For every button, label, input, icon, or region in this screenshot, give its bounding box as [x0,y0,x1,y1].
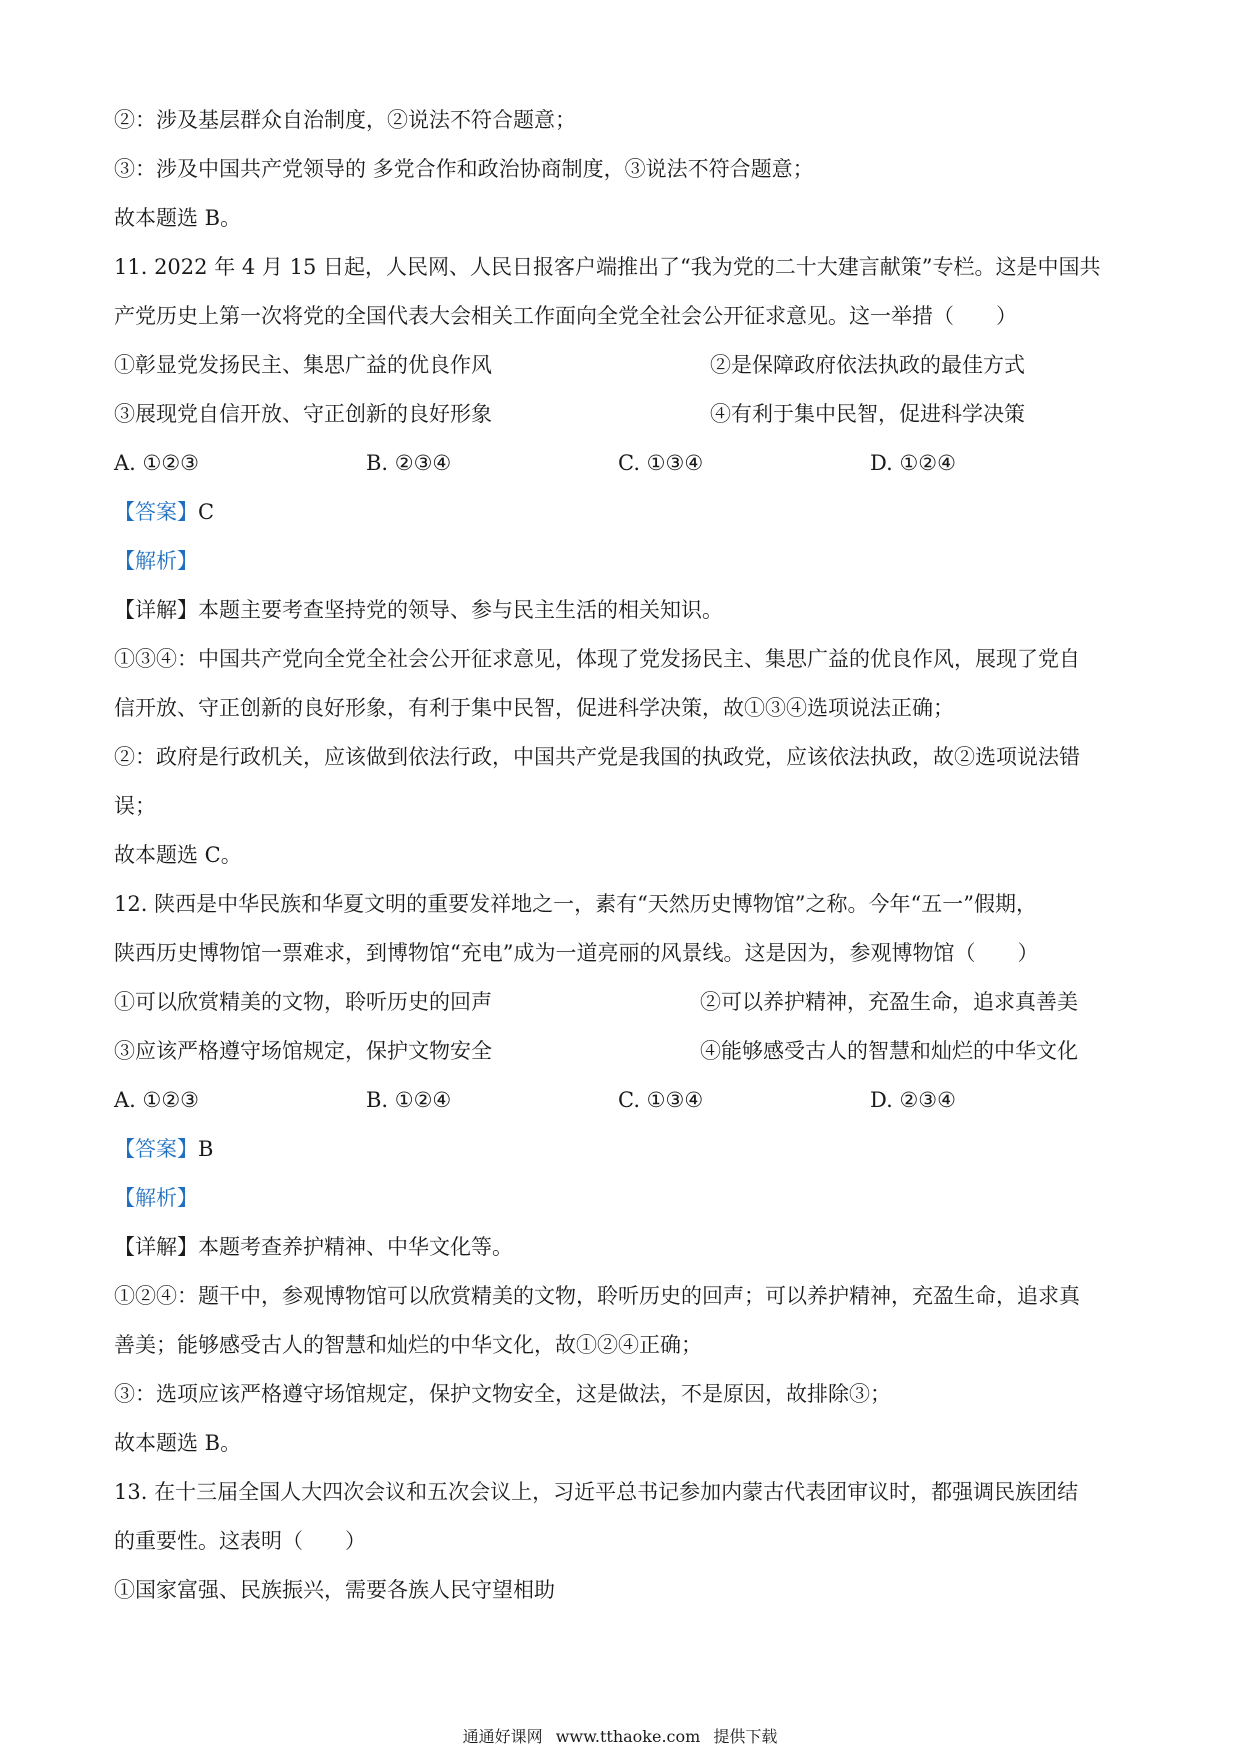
statement: ④有利于集中民智，促进科学决策 [710,402,1025,426]
option-c: C. ①③④ [618,1088,704,1112]
statement: ③展现党自信开放、守正创新的良好形象 [114,402,492,426]
option-b: B. ①②④ [366,1088,452,1112]
footer-site-name: 通通好课网 [462,1727,543,1746]
answer-tag: 【答案】 [114,1137,198,1161]
answer-line [114,499,214,525]
explanation-line: 故本题选 B。 [114,1431,242,1455]
statement: ④能够感受古人的智慧和灿烂的中华文化 [700,1039,1078,1063]
explanation-line: ①②④：题干中，参观博物馆可以欣赏精美的文物，聆听历史的回声；可以养护精神，充盈生命，追求真 [114,1284,1080,1308]
question-12-statements [114,989,1114,1015]
answer-value: B [198,1137,214,1161]
page-footer [0,1727,1240,1747]
option-d: D. ②③④ [870,1088,956,1112]
analysis-tag: 【解析】 [114,1186,198,1210]
detail-line [114,1234,513,1260]
question-11-statements [114,401,1114,427]
option-b: B. ②③④ [366,451,452,475]
footer-note: 提供下载 [713,1727,778,1746]
answer-line [114,1136,213,1162]
detail-tag: 【详解】 [114,1235,198,1259]
question-12-stem: 12. 陕西是中华民族和华夏文明的重要发祥地之一，素有“天然历史博物馆”之称。今年“五一”假期， [114,892,1038,916]
detail-text: 本题考查养护精神、中华文化等。 [198,1235,513,1259]
question-12-statements [114,1038,1114,1064]
explanation-line: 善美；能够感受古人的智慧和灿烂的中华文化，故①②④正确； [114,1333,702,1357]
option-c: C. ①③④ [618,451,704,475]
question-13-stem: 的重要性。这表明（ ） [114,1529,366,1553]
option-d: D. ①②④ [870,451,956,475]
explanation-line: 故本题选 C。 [114,843,242,867]
question-12-stem: 陕西历史博物馆一票难求，到博物馆“充电”成为一道亮丽的风景线。这是因为，参观博物馆（ ） [114,941,1039,965]
question-13-stem: 13. 在十三届全国人大四次会议和五次会议上，习近平总书记参加内蒙古代表团审议时，都强调民族团结 [114,1480,1079,1504]
option-a: A. ①②③ [114,1088,199,1112]
explanation-line: ③：选项应该严格遵守场馆规定，保护文物安全，这是做法，不是原因，故排除③； [114,1382,891,1406]
text-line: 故本题选 B。 [114,206,242,230]
statement: ①国家富强、民族振兴，需要各族人民守望相助 [114,1578,555,1602]
question-11-stem: 产党历史上第一次将党的全国代表大会相关工作面向全党全社会公开征求意见。这一举措（ ） [114,304,1017,328]
statement: ①可以欣赏精美的文物，聆听历史的回声 [114,990,492,1014]
detail-tag: 【详解】 [114,598,198,622]
explanation-line: 信开放、守正创新的良好形象，有利于集中民智，促进科学决策，故①③④选项说法正确； [114,696,954,720]
footer-url-link[interactable]: www.tthaoke.com [555,1727,701,1746]
answer-value: C [198,500,215,524]
statement: ②可以养护精神，充盈生命，追求真善美 [700,990,1078,1014]
detail-line [114,597,723,623]
question-11-statements [114,352,1114,378]
explanation-line: ①③④：中国共产党向全党全社会公开征求意见，体现了党发扬民主、集思广益的优良作风，展现了党自 [114,647,1080,671]
answer-tag: 【答案】 [114,500,198,524]
question-11-stem: 11. 2022 年 4 月 15 日起，人民网、人民日报客户端推出了“我为党的二十大建言献策”专栏。这是中国共 [114,255,1101,279]
statement: ③应该严格遵守场馆规定，保护文物安全 [114,1039,492,1063]
explanation-line: ②：政府是行政机关，应该做到依法行政，中国共产党是我国的执政党，应该依法执政，故②选项说法错 [114,745,1080,769]
detail-text: 本题主要考查坚持党的领导、参与民主生活的相关知识。 [198,598,723,622]
statement: ①彰显党发扬民主、集思广益的优良作风 [114,353,492,377]
analysis-tag: 【解析】 [114,549,198,573]
text-line: ②：涉及基层群众自治制度，②说法不符合题意； [114,108,576,132]
explanation-line: 误； [114,794,156,818]
option-a: A. ①②③ [114,451,199,475]
statement: ②是保障政府依法执政的最佳方式 [710,353,1025,377]
text-line: ③：涉及中国共产党领导的 多党合作和政治协商制度，③说法不符合题意； [114,157,814,181]
